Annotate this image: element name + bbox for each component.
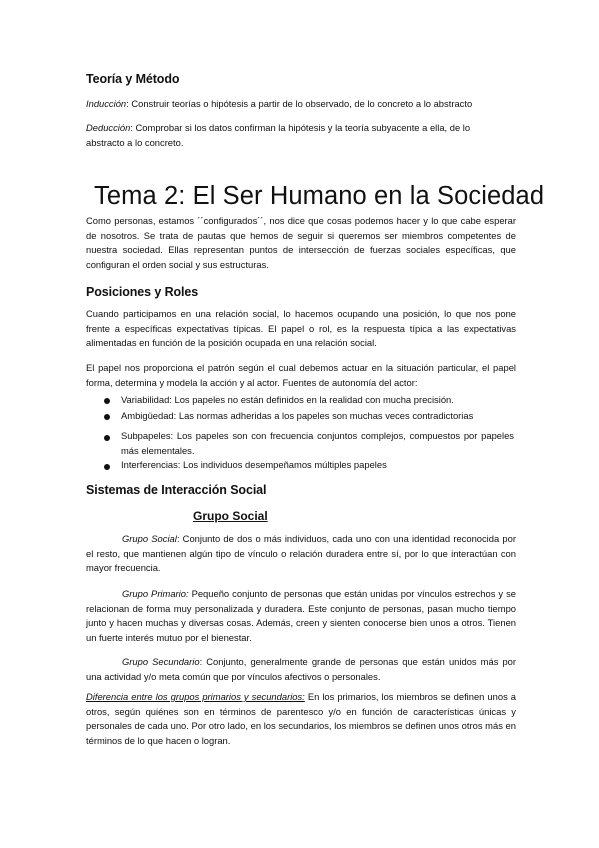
deduccion-text: : Comprobar si los datos confirman la hipótesis y la teoría subyacente a ella, de lo abstracto a lo concreto. [86, 122, 471, 148]
deduccion-paragraph [86, 121, 511, 150]
page-title: Tema 2: El Ser Humano en la Sociedad [94, 182, 545, 210]
bullet-dot [104, 435, 110, 441]
tema-intro: Como personas, estamos ´´configurados´´, nos dice que cosas podemos hacer y lo que cabe esperar de nosotros. Se trata de pautas que hemos de seguir si queremos ser miembros competentes de nuestra sociedad. Ellas representan puntos de intersección de fuerzas sociales específicas, que configuran el orden social y sus estructuras. [86, 215, 516, 270]
bullet-dot [104, 398, 110, 404]
heading-posiciones-roles: Posiciones y Roles [86, 285, 199, 299]
posiciones-paragraph-1: Cuando participamos en una relación social, lo hacemos ocupando una posición, lo que nos pone frente a específicas expectativas típicas. El papel o rol, es la respuesta típica a las expectativas alimentadas en función de la posición ocupada en una relación social. [86, 308, 516, 349]
induccion-term: Inducción [86, 98, 127, 109]
bullet-subpapeles: Subpapeles: Los papeles son con frecuencia conjuntos complejos, compuestos por papeles más elementales. [121, 430, 514, 456]
grupo-social-text: : Conjunto de dos o más individuos, cada uno con una identidad reconocida por el resto, que mantienen algún tipo de vínculo o relación duradera entre sí, por lo que interactúan con mayor frecuencia. [86, 533, 516, 574]
bullet-dot [104, 414, 110, 420]
bullet-variabilidad: Variabilidad: Los papeles no están definidos en la realidad con mucha precisión. [121, 394, 454, 405]
grupo-secundario-term: Grupo Secundario [122, 656, 200, 667]
heading-sistemas-interaccion: Sistemas de Interacción Social [86, 483, 267, 497]
grupo-secundario-paragraph [86, 655, 516, 684]
bullet-ambiguedad: Ambigüedad: Las normas adheridas a los papeles son muchas veces contradictorias [121, 410, 474, 421]
induccion-paragraph [86, 97, 516, 112]
grupo-primario-paragraph [86, 587, 516, 645]
diferencia-text: En los primarios, los miembros se definen unos a otros, según quiénes son en términos de parentesco y/o en función de características únicas y personales de cada uno. Por otro lado, en los secundarios, los miembros se definen unos otros más en términos de lo que hacen o logran. [86, 691, 516, 746]
induccion-text: : Construir teorías o hipótesis a partir de lo observado, de lo concreto a lo abstracto [126, 98, 473, 109]
posiciones-paragraph-2: El papel nos proporciona el patrón según el cual debemos actuar en la situación particular, el papel forma, determina y modela la acción y al actor. Fuentes de autonomía del actor: [86, 362, 516, 388]
grupo-secundario-text: : Conjunto, generalmente grande de personas que están unidos más por una actividad y/o meta común que por vínculos afectivos o personales. [86, 656, 516, 682]
subheading-grupo-social: Grupo Social [193, 509, 268, 523]
diferencia-paragraph [86, 690, 516, 748]
heading-teoria-metodo: Teoría y Método [86, 72, 180, 86]
diferencia-term: Diferencia entre los grupos primarios y secundarios: [86, 691, 305, 702]
bullet-dot [104, 464, 110, 470]
grupo-social-paragraph [86, 532, 516, 576]
bullet-interferencias: Interferencias: Los individuos desempeñamos múltiples papeles [121, 459, 387, 470]
grupo-primario-text: Pequeño conjunto de personas que están unidas por vínculos estrechos y se relacionan de forma muy personalizada y duradera. Este conjunto de personas, pasan mucho tiempo junto y hacen muchas y diversas cosas. Además, creen y sienten conocerse bien unos a otros. Tienen un fuerte interés mutuo por el bienestar. [86, 588, 517, 643]
grupo-primario-term: Grupo Primario: [122, 588, 189, 599]
deduccion-term: Deducción [86, 122, 131, 133]
grupo-social-term: Grupo Social [122, 533, 177, 544]
